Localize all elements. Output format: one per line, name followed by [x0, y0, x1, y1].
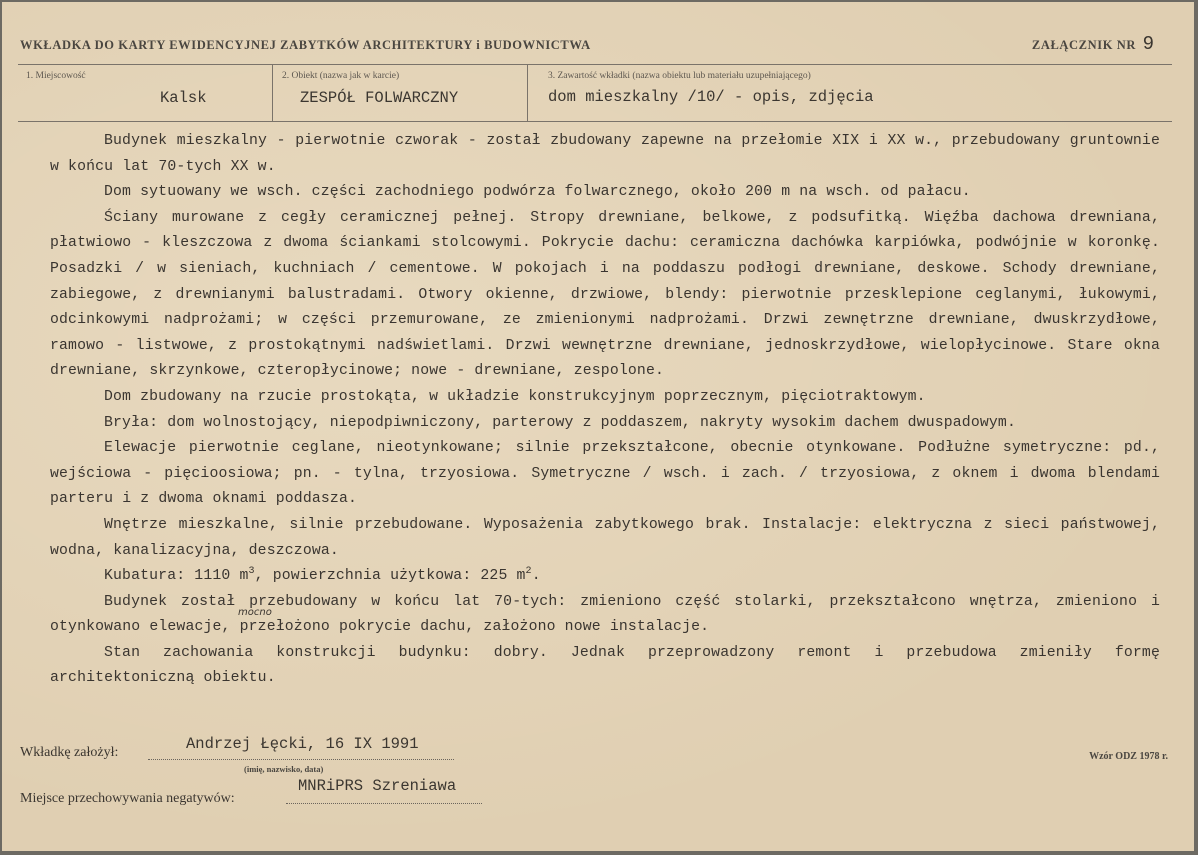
negatives-label: Miejsce przechowywania negatywów: — [20, 791, 235, 806]
paragraph-rebuild: Budynek został przebudowany w końcu lat 70-tych: zmieniono część stolarki, przekształcono wnętrza, zmieniono i otynkowano elewacje, przełożono pokrycie dachu, założono nowe instalacje. — [50, 593, 1160, 636]
field-divider-1 — [272, 65, 273, 121]
founder-value: Andrzej Łęcki, 16 IX 1991 — [186, 735, 419, 753]
content-label: 3. Zawartość wkładki (nazwa obiektu lub materiału uzupełniającego) — [548, 71, 811, 81]
volume-unit-sup: 3 — [248, 566, 255, 578]
header-rule — [18, 64, 1172, 65]
object-label: 2. Obiekt (nazwa jak w karcie) — [282, 71, 400, 81]
area-unit-sup: 2 — [525, 566, 532, 578]
paragraph-history: Budynek mieszkalny - pierwotnie czworak - został zbudowany zapewne na przełomie XIX i XX w., przebudowany gruntownie w końcu lat 70-tych XX w. — [50, 133, 1160, 175]
volume-text: Kubatura: 1110 m — [104, 568, 249, 585]
object-value: ZESPÓŁ FOLWARCZNY — [300, 89, 459, 107]
field-divider-2 — [527, 65, 528, 121]
paragraph-construction: Ściany murowane z cegły ceramicznej pełnej. Stropy drewniane, belkowe, z podsufitką. Więźba dachowa drewniana, płatwiowo - kleszczowa z dwoma ściankami stolcowymi. Pokrycie dachu: ceramiczna dachówka karpiówka, podwójnie w koronkę. Posadzki / w sieniach, kuchniach / cementowe. W pokojach i na poddaszu podłogi drewniane, deskowe. Schody drewniane, zabiegowe, z drewnianymi balustradami. Otwory okienne, drzwiowe, blendy: pierwotnie przesklepione ceglanymi, łukowymi, odcinkowymi nadprożami; w części przemurowane, ze zmienionymi nadprożami. Drzwi zewnętrzne drewniane, dwuskrzydłowe, ramowo - listwowe, z prostokątnymi nadświetlami. Drzwi wewnętrzne drewniane, jednoskrzydłowe, wielopłycinowe. Stare okna drewniane, skrzynkowe, czteropłycinowe; nowe - drewniane, zespolone. — [50, 209, 1160, 380]
annex-label: ZAŁĄCZNIK NR — [1031, 38, 1136, 52]
volume-end: . — [531, 568, 541, 585]
handwritten-insertion: mocno — [238, 607, 272, 618]
fields-rule — [18, 121, 1172, 122]
paragraph-elevations: Elewacje pierwotnie ceglane, nieotynkowane; silnie przekształcone, obecnie otynkowane. Podłużne symetryczne: pd., wejściowa - pięcioosiowa; pn. - tylna, trzyosiowa. Symetryczne / wsch. i zach. / trzyosiowa, z oknem i dwoma blendami parteru i z dwoma oknami poddasza. — [50, 440, 1160, 508]
negatives-dotline — [286, 803, 482, 804]
founder-label: Wkładkę założył: — [20, 745, 119, 760]
description-body — [50, 129, 1160, 692]
founder-dotline — [148, 759, 454, 760]
form-title: WKŁADKA DO KARTY EWIDENCYJNEJ ZABYTKÓW ARCHITEKTURY i BUDOWNICTWA — [20, 38, 591, 52]
paragraph-interior: Wnętrze mieszkalne, silnie przebudowane. Wyposażenia zabytkowego brak. Instalacje: elektryczna z sieci państwowej, wodna, kanalizacyjna, deszczowa. — [50, 516, 1160, 559]
form-template-note: Wzór ODZ 1978 r. — [1089, 751, 1168, 762]
annex-number: 9 — [1142, 33, 1154, 55]
area-text: , powierzchnia użytkowa: 225 m — [254, 568, 526, 585]
paragraph-massing: Bryła: dom wolnostojący, niepodpiwniczony, parterowy z poddaszem, nakryty wysokim dachem dwuspadowym. — [104, 414, 1016, 431]
paragraph-condition: Stan zachowania konstrukcji budynku: dobry. Jednak przeprowadzony remont i przebudowa zmieniły formę architektoniczną obiektu. — [50, 644, 1160, 687]
locality-value: Kalsk — [160, 89, 207, 107]
negatives-value: MNRiPRS Szreniawa — [298, 777, 457, 795]
founder-hint: (imię, nazwisko, data) — [244, 764, 324, 774]
paragraph-volume — [50, 564, 1160, 590]
paragraph-location: Dom sytuowany we wsch. części zachodniego podwórza folwarcznego, około 200 m na wsch. od pałacu. — [104, 184, 971, 201]
content-value: dom mieszkalny /10/ - opis, zdjęcia — [548, 88, 874, 106]
record-card — [2, 2, 1194, 851]
paragraph-plan: Dom zbudowany na rzucie prostokąta, w układzie konstrukcyjnym poprzecznym, pięciotraktowym. — [104, 388, 926, 405]
locality-label: 1. Miejscowość — [26, 71, 86, 81]
